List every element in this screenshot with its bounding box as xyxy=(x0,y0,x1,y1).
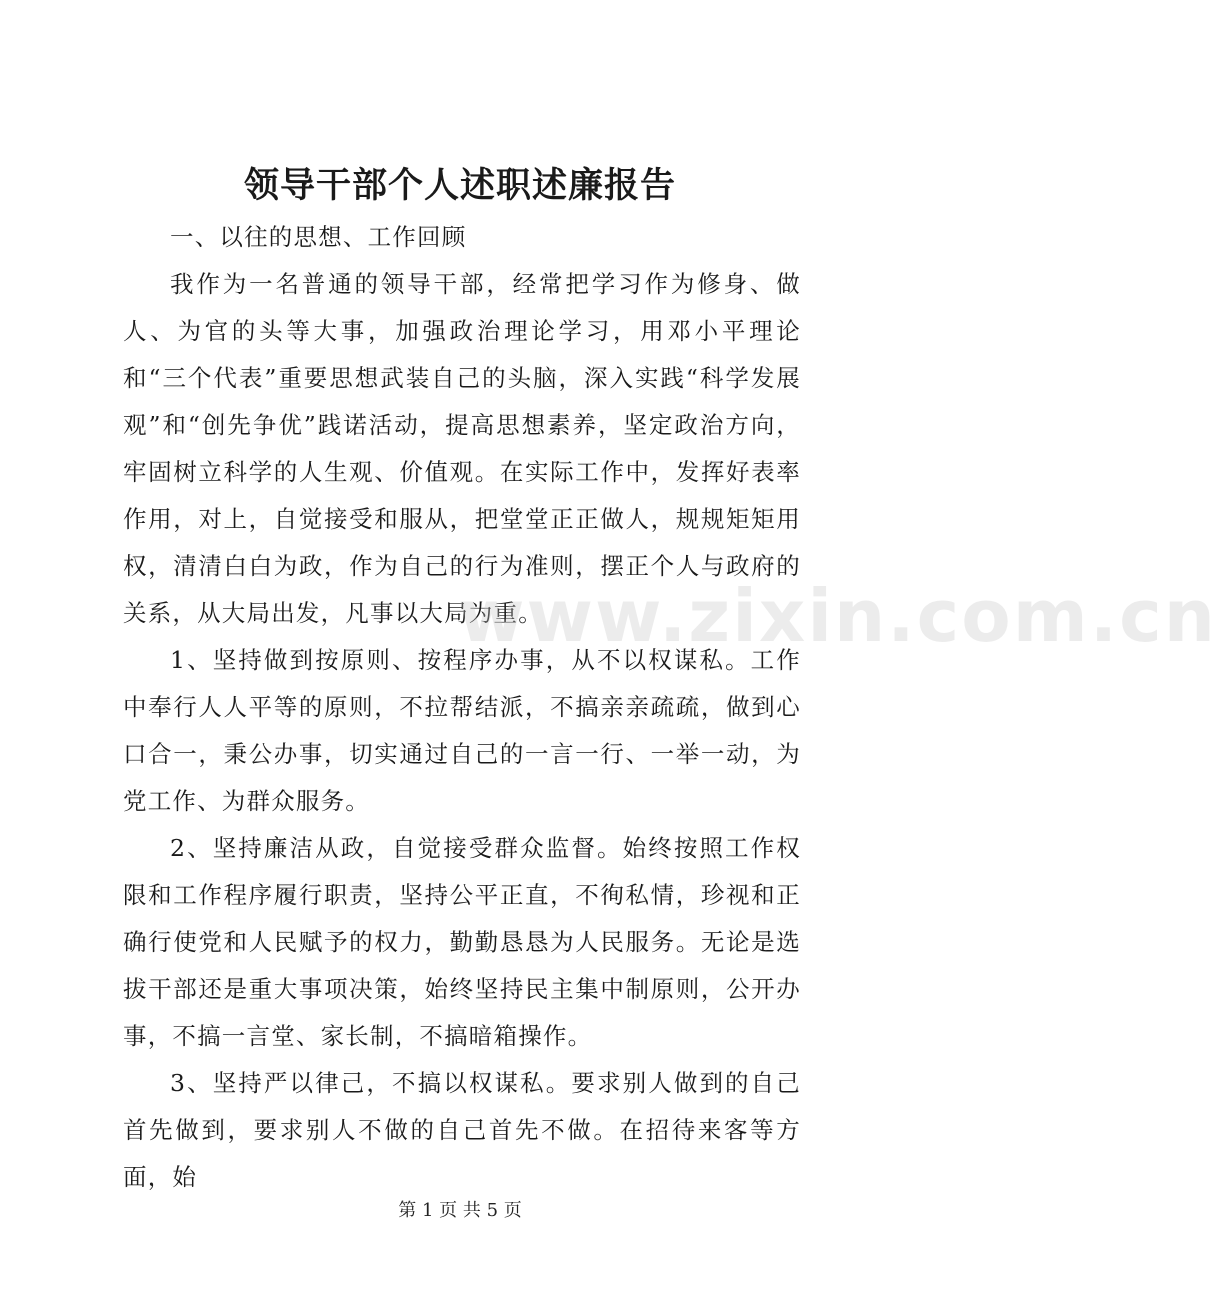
paragraph: 2、坚持廉洁从政，自觉接受群众监督。始终按照工作权限和工作程序履行职责，坚持公平正直，不徇私情，珍视和正确行使党和人民赋予的权力，勤勤恳恳为人民服务。无论是选拔干部还是重大事项决策，始终坚持民主集中制原则，公开办事，不搞一言堂、家长制，不搞暗箱操作。 xyxy=(123,834,801,1050)
page-footer: 第 1 页 共 5 页 xyxy=(398,1200,522,1221)
paragraph: 我作为一名普通的领导干部，经常把学习作为修身、做人、为官的头等大事，加强政治理论学习，用邓小平理论和“三个代表”重要思想武装自己的头脑，深入实践“科学发展观”和“创先争优”践诺活动，提高思想素养，坚定政治方向，牢固树立科学的人生观、价值观。在实际工作中，发挥好表率作用，对上，自觉接受和服从，把堂堂正正做人，规规矩矩用权，清清白白为政，作为自己的行为准则，摆正个人与政府的关系，从大局出发，凡事以大局为重。 xyxy=(123,270,801,627)
watermark: www.zixin.com.cn xyxy=(458,574,1217,658)
paragraph: 3、坚持严以律己，不搞以权谋私。要求别人做到的自己首先做到，要求别人不做的自己首先不做。在招待来客等方面，始 xyxy=(123,1069,801,1191)
paragraph: 1、坚持做到按原则、按程序办事，从不以权谋私。工作中奉行人人平等的原则，不拉帮结派，不搞亲亲疏疏，做到心口合一，秉公办事，切实通过自己的一言一行、一举一动，为党工作、为群众服务。 xyxy=(123,646,801,815)
document-body xyxy=(123,214,801,1201)
document-title: 领导干部个人述职述廉报告 xyxy=(243,165,676,206)
section-heading: 一、以往的思想、工作回顾 xyxy=(170,223,467,251)
